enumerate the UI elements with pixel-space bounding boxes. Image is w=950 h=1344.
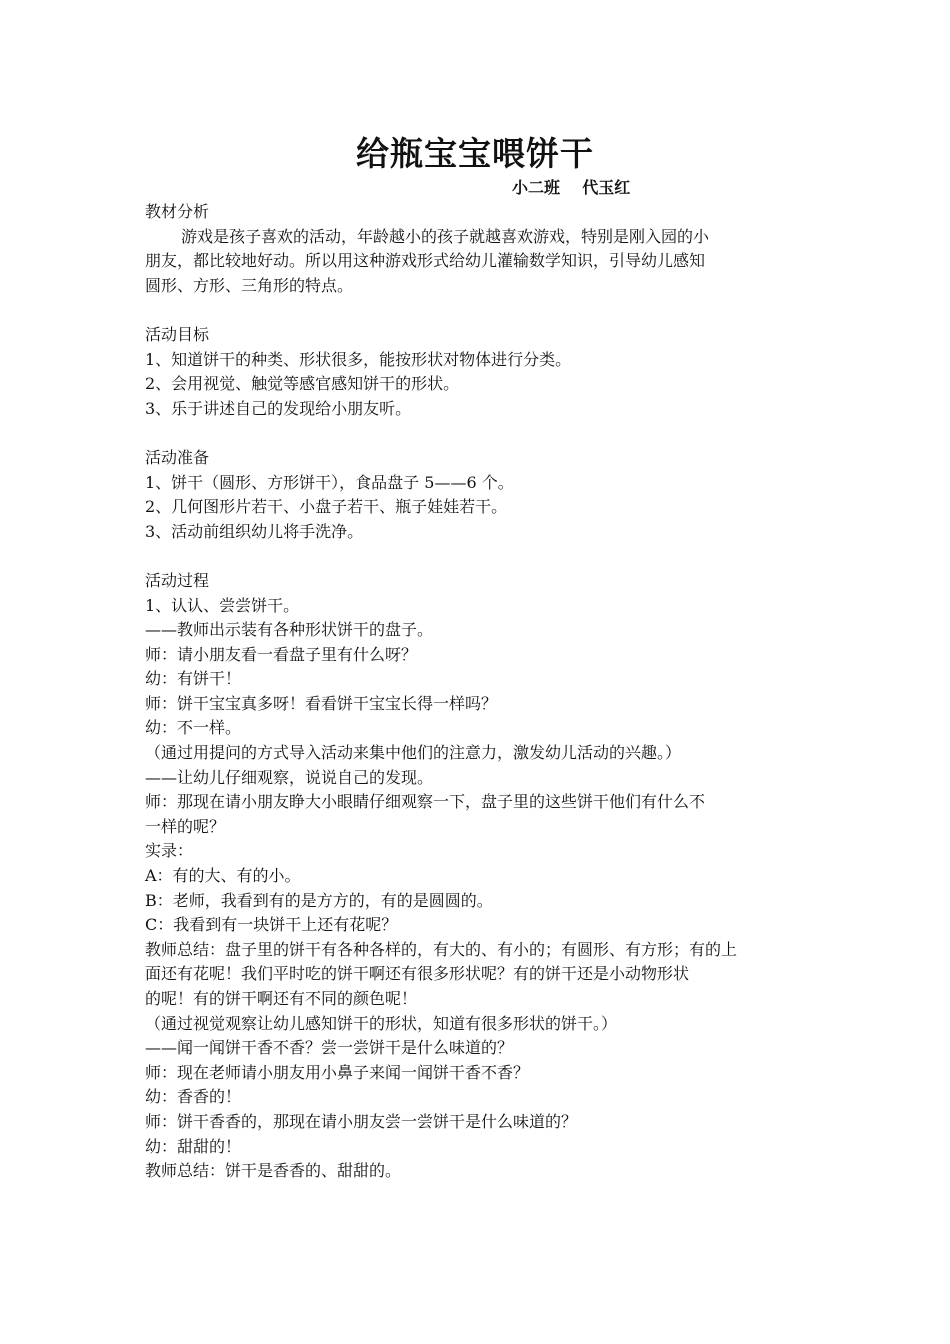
section-heading-analysis: 教材分析 (145, 202, 210, 221)
section-heading-prep: 活动准备 (145, 447, 210, 467)
process-line: 师：饼干宝宝真多呀！看看饼干宝宝长得一样吗？ (145, 693, 498, 713)
list-item: 1、知道饼干的种类、形状很多，能按形状对物体进行分类。 (145, 349, 572, 369)
author-line: 小二班 代玉红 (512, 178, 631, 197)
list-item: 1、饼干（圆形、方形饼干），食品盘子 5——6 个。 (145, 472, 514, 492)
process-line: 幼：不一样。 (145, 718, 242, 738)
process-line: ——教师出示装有各种形状饼干的盘子。 (145, 620, 434, 640)
list-item: 2、会用视觉、触觉等感官感知饼干的形状。 (145, 374, 460, 394)
list-item: 3、活动前组织幼儿将手洗净。 (145, 521, 364, 541)
process-line: B：老师，我看到有的是方方的，有的是圆圆的。 (145, 890, 493, 910)
process-line: C：我看到有一块饼干上还有花呢？ (145, 915, 398, 935)
process-line: 师：饼干香香的，那现在请小朋友尝一尝饼干是什么味道的？ (145, 1111, 578, 1131)
process-line: 幼：香香的！ (145, 1087, 242, 1107)
process-line: 师：请小朋友看一看盘子里有什么呀？ (145, 644, 418, 664)
section-heading-process: 活动过程 (145, 570, 210, 590)
process-line: 1、认认、尝尝饼干。 (145, 595, 300, 615)
process-line: 师：那现在请小朋友睁大小眼睛仔细观察一下，盘子里的这些饼干他们有什么不 (145, 792, 706, 812)
process-line: 教师总结：饼干是香香的、甜甜的。 (145, 1161, 402, 1181)
process-line: 面还有花呢！我们平时吃的饼干啊还有很多形状呢？有的饼干还是小动物形状 (145, 964, 690, 984)
process-line: ——让幼儿仔细观察，说说自己的发现。 (145, 767, 434, 787)
process-line: ——闻一闻饼干香不香？尝一尝饼干是什么味道的？ (145, 1038, 514, 1058)
process-line: 的呢！有的饼干啊还有不同的颜色呢！ (145, 989, 418, 1008)
list-item: 3、乐于讲述自己的发现给小朋友听。 (145, 398, 412, 418)
page-title: 给瓶宝宝喂饼干 (356, 134, 594, 173)
process-line: （通过视觉观察让幼儿感知饼干的形状，知道有很多形状的饼干。） (145, 1013, 618, 1033)
analysis-line-3: 圆形、方形、三角形的特点。 (145, 275, 354, 295)
list-item: 2、几何图形片若干、小盘子若干、瓶子娃娃若干。 (145, 497, 508, 517)
analysis-line-2: 朋友，都比较地好动。所以用这种游戏形式给幼儿灌输数学知识，引导幼儿感知 (145, 251, 706, 271)
document-body (145, 200, 810, 1184)
process-line: 一样的呢？ (145, 816, 226, 836)
process-line: 幼：甜甜的！ (145, 1136, 242, 1156)
process-line: （通过用提问的方式导入活动来集中他们的注意力，激发幼儿活动的兴趣。） (145, 743, 682, 763)
section-heading-goals: 活动目标 (145, 324, 210, 344)
process-line: A：有的大、有的小。 (145, 866, 301, 886)
process-line: 教师总结：盘子里的饼干有各种各样的，有大的、有小的；有圆形、有方形；有的上 (145, 939, 738, 959)
analysis-line-1: 游戏是孩子喜欢的活动，年龄越小的孩子就越喜欢游戏，特别是刚入园的小 (181, 226, 710, 246)
process-line: 幼：有饼干！ (145, 669, 242, 689)
process-line: 实录： (145, 841, 194, 861)
process-line: 师：现在老师请小朋友用小鼻子来闻一闻饼干香不香？ (145, 1062, 530, 1082)
